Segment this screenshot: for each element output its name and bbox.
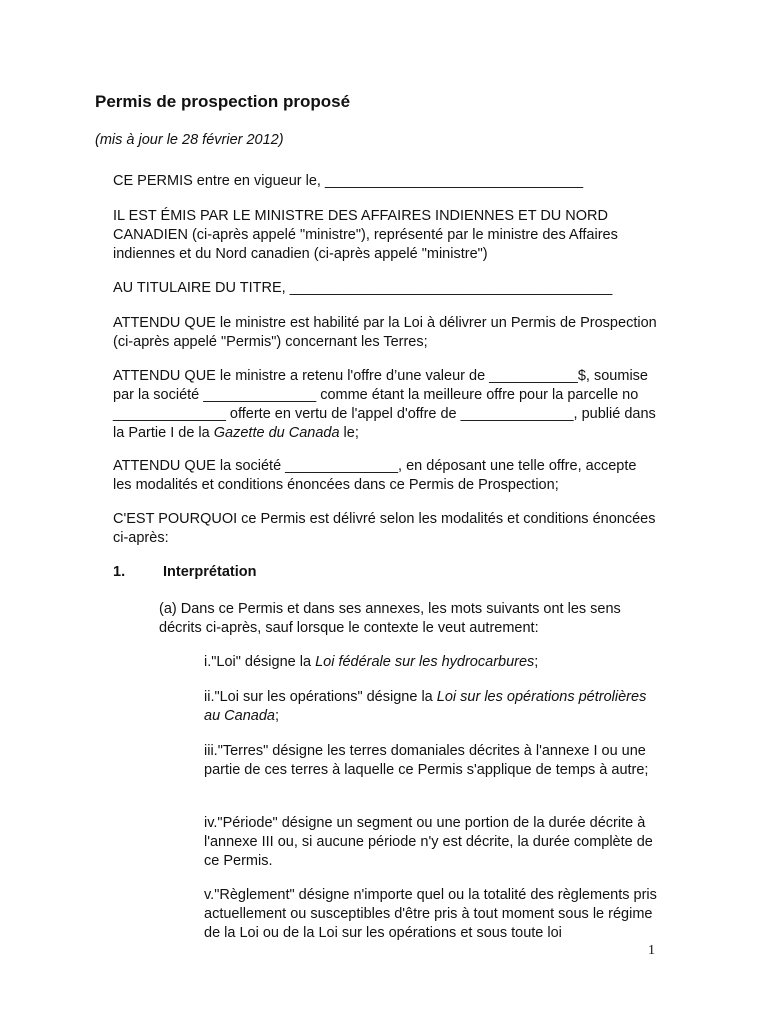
paragraph-holder: AU TITULAIRE DU TITRE, ________________________________________	[113, 280, 613, 296]
paragraph-effective-date: CE PERMIS entre en vigueur le, ________________________________	[113, 173, 584, 189]
definition-loi	[204, 653, 664, 672]
document-subtitle: (mis à jour le 28 février 2012)	[95, 132, 284, 148]
def2-suffix: ;	[274, 708, 279, 724]
def1-suffix: ;	[534, 654, 539, 670]
offer-text: ATTENDU QUE le ministre a retenu l'offre d’une valeur de ___________$, soumise par la société ______________ comme étant la meilleure offre pour la parcelle no ______________ offerte en vertu de l'appel d'offre de ______________, publié dans la Partie I de la	[113, 368, 656, 441]
def1-italic: Loi fédérale sur les hydrocarbures	[315, 654, 535, 670]
paragraph-issuer: IL EST ÉMIS PAR LE MINISTRE DES AFFAIRES INDIENNES ET DU NORD CANADIEN (ci-après appelé "ministre"), représenté par le ministre des Affaires indiennes et du Nord canadien (ci-après appelé "ministre")	[113, 208, 618, 262]
gazette-title: Gazette du Canada	[213, 425, 340, 441]
page-number: 1	[648, 943, 655, 958]
definition-loi-operations	[204, 688, 664, 726]
document-title: Permis de prospection proposé	[95, 92, 351, 111]
paragraph-whereas-authority: ATTENDU QUE le ministre est habilité par la Loi à délivrer un Permis de Prospection (ci-après appelé "Permis") concernant les Terres;	[113, 315, 657, 350]
definition-terres: iii."Terres" désigne les terres domaniales décrites à l'annexe I ou une partie de ces terres à laquelle ce Permis s'applique de temps à autre;	[204, 743, 649, 778]
definition-reglement: v."Règlement" désigne n'importe quel ou la totalité des règlements pris actuellement ou susceptibles d'être pris à tout moment sous le régime de la Loi ou de la Loi sur les opérations et sous toute loi	[204, 887, 657, 941]
def1-prefix: i."Loi" désigne la	[204, 654, 316, 670]
definition-periode: iv."Période" désigne un segment ou une portion de la durée décrite à l'annexe III ou, si aucune période n'y est décrite, la durée complète de ce Permis.	[204, 815, 653, 869]
section-number: 1.	[113, 564, 126, 580]
paragraph-whereas-company: ATTENDU QUE la société ______________, en déposant une telle offre, accepte les modalités et conditions énoncées dans ce Permis de Prospection;	[113, 458, 637, 493]
gazette-suffix: le;	[339, 425, 359, 441]
paragraph-whereas-offer	[113, 367, 658, 443]
section-title: Interprétation	[163, 564, 257, 580]
def2-italic: Loi sur les opérations pétrolières au Canada	[204, 689, 647, 724]
section-intro: (a) Dans ce Permis et dans ses annexes, les mots suivants ont les sens décrits ci-après, sauf lorsque le contexte le veut autrement:	[159, 601, 621, 636]
def2-prefix: ii."Loi sur les opérations" désigne la	[204, 689, 437, 705]
paragraph-therefore: C'EST POURQUOI ce Permis est délivré selon les modalités et conditions énoncées ci-après:	[113, 511, 656, 546]
